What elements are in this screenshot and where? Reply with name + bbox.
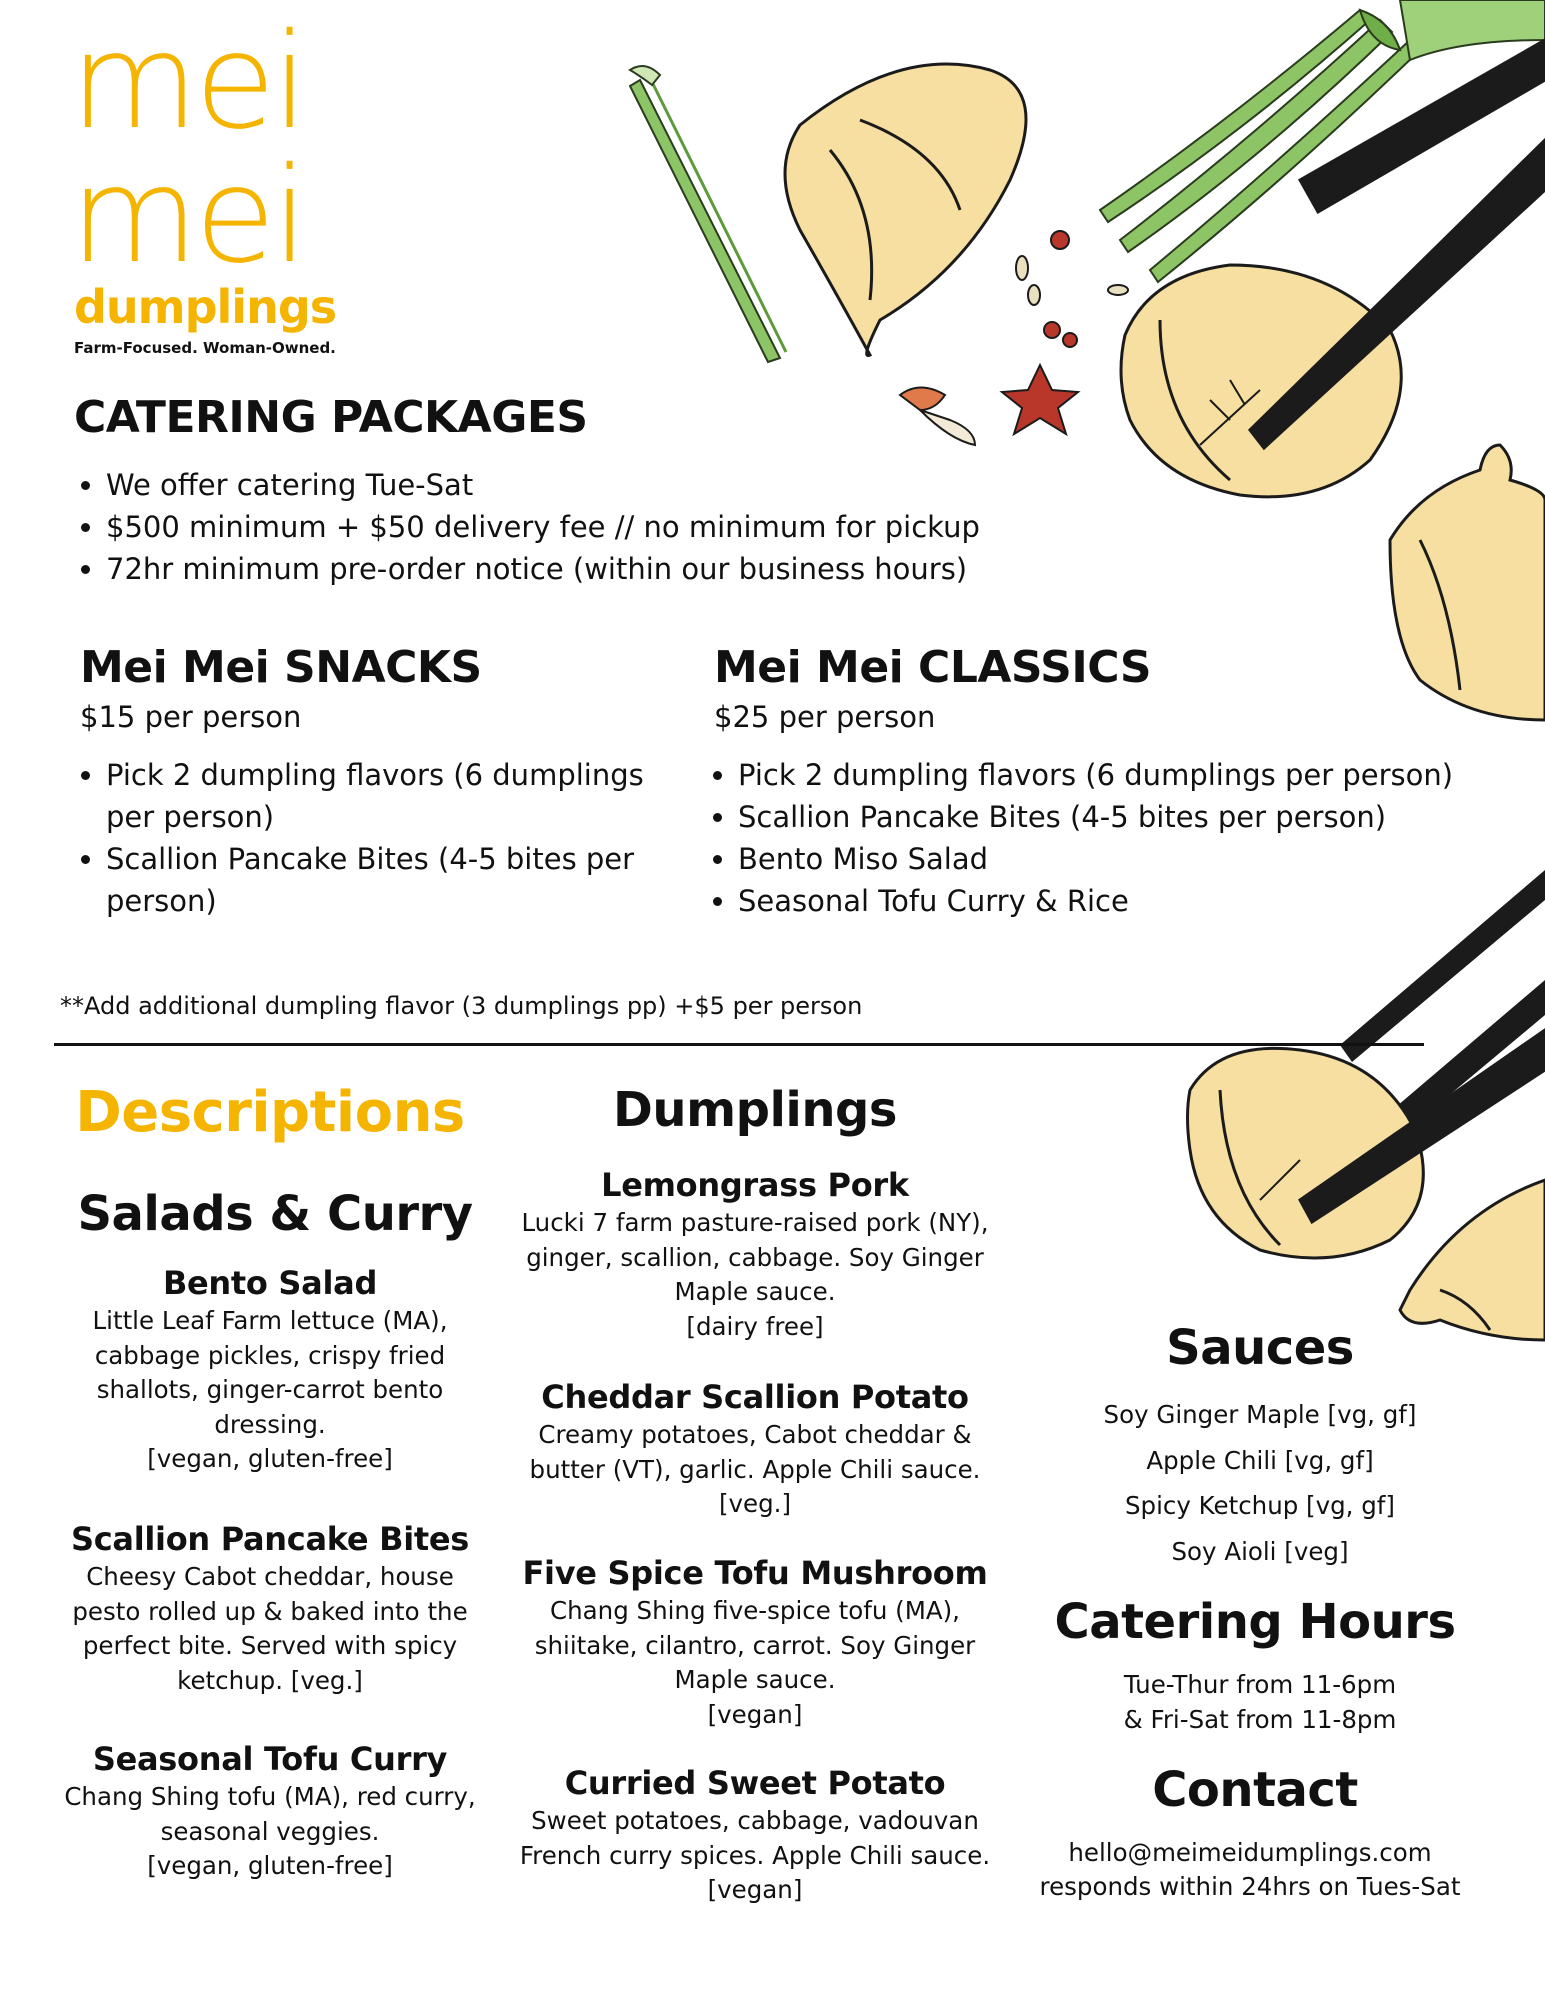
item-description: Little Leaf Farm lettuce (MA), cabbage pickles, crispy fried shallots, ginger-carrot bento dressing. [92,1306,448,1439]
contact-note: responds within 24hrs on Tues-Sat [1039,1872,1461,1901]
package-item: • Pick 2 dumpling flavors (6 dumplings per person) [738,754,1508,796]
dumpling-illustration-bottom-right [1400,1180,1545,1340]
item-tags: [dairy free] [686,1311,824,1341]
scallion-illustration [630,66,786,362]
hours-heading: Catering Hours [1054,1594,1456,1650]
item-name: Curried Sweet Potato [564,1764,946,1802]
item-tags: [veg.] [718,1489,792,1518]
dumpling-item-lemongrass-pork [510,1166,1000,1344]
package-classics-title: Mei Mei CLASSICS [714,642,1152,693]
package-classics-list [708,754,1508,922]
hours-line: & Fri-Sat from 11-8pm [1123,1705,1397,1734]
section-divider [54,1043,1424,1046]
logo-mei-bottom: mei [70,139,305,293]
sauce-item: Soy Ginger Maple [vg, gf] [1103,1400,1417,1429]
intro-list [76,464,1076,590]
salad-item-tofu-curry [50,1740,490,1884]
dumpling-item-cheddar-potato [510,1378,1000,1522]
dumpling-illustration-right [1390,445,1545,720]
item-name: Seasonal Tofu Curry [92,1740,448,1778]
salad-item-scallion-pancake [50,1520,490,1698]
package-snacks-list [76,754,686,922]
sauce-item: Apple Chili [vg, gf] [1146,1446,1374,1475]
intro-item: • $500 minimum + $50 delivery fee // no minimum for pickup [106,506,1076,548]
spices-illustration [900,231,1128,445]
dumpling-illustration-top [785,64,1026,356]
herb-bunch-illustration [1100,0,1545,282]
descriptions-heading: Descriptions [75,1080,465,1145]
sauces-heading: Sauces [1166,1320,1354,1376]
dumplings-heading: Dumplings [613,1082,897,1138]
package-item: • Scallion Pancake Bites (4-5 bites per person) [106,838,686,922]
logo-dumplings: dumplings [74,280,337,334]
hours-line: Tue-Thur from 11-6pm [1123,1670,1397,1699]
add-on-note: **Add additional dumpling flavor (3 dumplings pp) +$5 per person [60,992,863,1020]
item-name: Scallion Pancake Bites [70,1520,470,1558]
package-classics-price: $25 per person [714,700,936,734]
sauce-item: Soy Aioli [veg] [1171,1537,1349,1566]
package-item: • Bento Miso Salad [738,838,1508,880]
intro-item: • We offer catering Tue-Sat [106,464,1076,506]
salads-heading: Salads & Curry [77,1186,473,1242]
page-title: CATERING PACKAGES [74,392,588,443]
logo-tagline: Farm-Focused. Woman-Owned. [74,339,336,357]
logo-mei-top: mei [70,5,305,159]
item-tags: [vegan] [707,1875,803,1904]
item-description: Chang Shing five-spice tofu (MA), shiitake, cilantro, carrot. Soy Ginger Maple sauce. [534,1596,976,1694]
item-name: Five Spice Tofu Mushroom [522,1554,988,1592]
item-name: Bento Salad [162,1264,378,1302]
contact-heading: Contact [1152,1762,1358,1818]
dumpling-item-curried-sweet-potato [510,1764,1000,1908]
item-name: Cheddar Scallion Potato [541,1378,969,1416]
item-tags: [vegan, gluten-free] [147,1444,393,1473]
item-description: Cheesy Cabot cheddar, house pesto rolled up & baked into the perfect bite. Served with spicy ketchup. [veg.] [72,1562,468,1695]
package-snacks-title: Mei Mei SNACKS [80,642,482,693]
package-item: • Scallion Pancake Bites (4-5 bites per person) [738,796,1508,838]
salad-item-bento [50,1264,490,1477]
item-tags: [vegan, gluten-free] [147,1851,393,1880]
item-description: Creamy potatoes, Cabot cheddar & butter (VT), garlic. Apple Chili sauce. [529,1420,981,1484]
dumpling-item-five-spice-tofu [510,1554,1000,1732]
package-snacks-price: $15 per person [80,700,302,734]
item-description: Chang Shing tofu (MA), red curry, seasonal veggies. [64,1782,476,1846]
package-item: • Seasonal Tofu Curry & Rice [738,880,1508,922]
sauce-item: Spicy Ketchup [vg, gf] [1125,1491,1395,1520]
item-description: Lucki 7 farm pasture-raised pork (NY), ginger, scallion, cabbage. Soy Ginger Maple sauce. [521,1208,989,1306]
package-item: • Pick 2 dumpling flavors (6 dumplings per person) [106,754,686,838]
item-tags: [vegan] [707,1699,803,1729]
dumpling-chopsticks-illustration-upper [1121,40,1545,497]
intro-item: • 72hr minimum pre-order notice (within our business hours) [106,548,1076,590]
contact-email[interactable]: hello@meimeidumplings.com [1068,1838,1432,1867]
dumpling-chopsticks-illustration-lower [1188,1030,1545,1258]
item-name: Lemongrass Pork [601,1166,909,1204]
item-description: Sweet potatoes, cabbage, vadouvan French curry spices. Apple Chili sauce. [519,1806,991,1870]
